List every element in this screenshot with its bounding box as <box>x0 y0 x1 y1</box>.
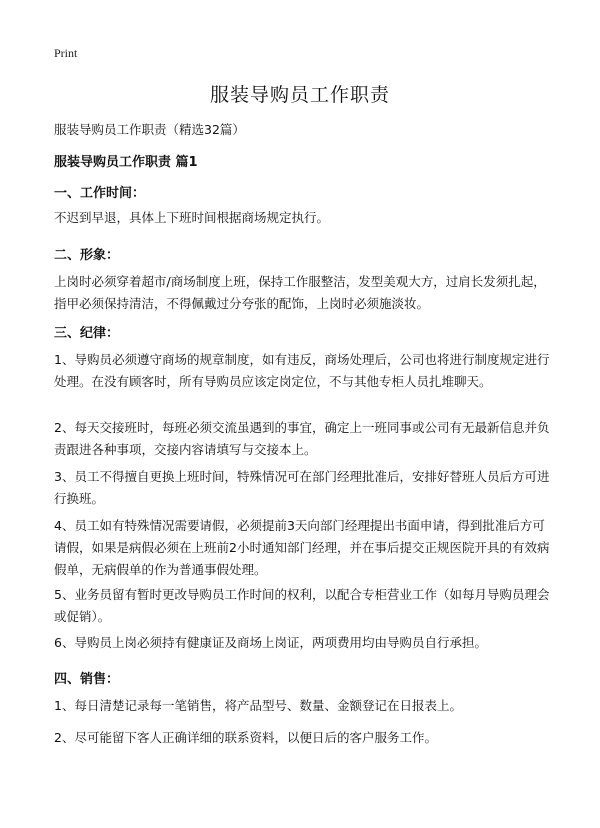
paragraph: 6、导购员上岗必须持有健康证及商场上岗证，两项费用均由导购员自行承担。 <box>54 635 487 650</box>
article-title: 服装导购员工作职责 篇1 <box>54 155 198 170</box>
paragraph: 5、业务员留有暂时更改导购员工作时间的权利，以配合专柜营业工作（如每月导购员理会或促销）。 <box>54 587 550 624</box>
paragraph: 4、员工如有特殊情况需要请假，必须提前3天向部门经理提出书面申请，得到批准后方可请假，如果是病假必须在上班前2小时通知部门经理，并在事后提交正规医院开具的有效病假单，无病假单的作为普通事假处理。 <box>54 518 550 577</box>
section-heading-discipline: 三、纪律： <box>54 326 120 341</box>
paragraph: 上岗时必须穿着超市/商场制度上班，保持工作服整洁，发型美观大方，过肩长发须扎起，指甲必须保持清洁，不得佩戴过分夸张的配饰，上岗时必须施淡妆。 <box>54 274 546 311</box>
paragraph: 2、尽可能留下客人正确详细的联系资料，以便日后的客户服务工作。 <box>54 730 437 745</box>
paragraph: 3、员工不得擅自更换上班时间，特殊情况可在部门经理批准后，安排好替班人员后方可进行换班。 <box>54 469 550 506</box>
paragraph: 1、导购员必须遵守商场的规章制度，如有违反，商场处理后，公司也将进行制度规定进行处理。在没有顾客时，所有导购员应该定岗定位，不与其他专柜人员扎堆聊天。 <box>54 352 550 389</box>
section-heading-sales: 四、销售： <box>54 672 120 687</box>
page-title: 服装导购员工作职责 <box>209 84 390 106</box>
section-heading-appearance: 二、形象： <box>54 248 120 263</box>
paragraph: 1、每日清楚记录每一笔销售，将产品型号、数量、金额登记在日报表上。 <box>54 698 462 713</box>
section-heading-work-hours: 一、工作时间： <box>54 186 146 201</box>
print-link[interactable]: Print <box>54 46 78 60</box>
paragraph: 不迟到早退，具体上下班时间根据商场规定执行。 <box>54 210 330 225</box>
paragraph: 2、每天交接班时，每班必须交流虽遇到的事宜，确定上一班同事或公司有无最新信息并负责跟进各种事项，交接内容请填写与交接本上。 <box>54 420 550 457</box>
subtitle: 服装导购员工作职责（精选32篇） <box>54 122 245 137</box>
